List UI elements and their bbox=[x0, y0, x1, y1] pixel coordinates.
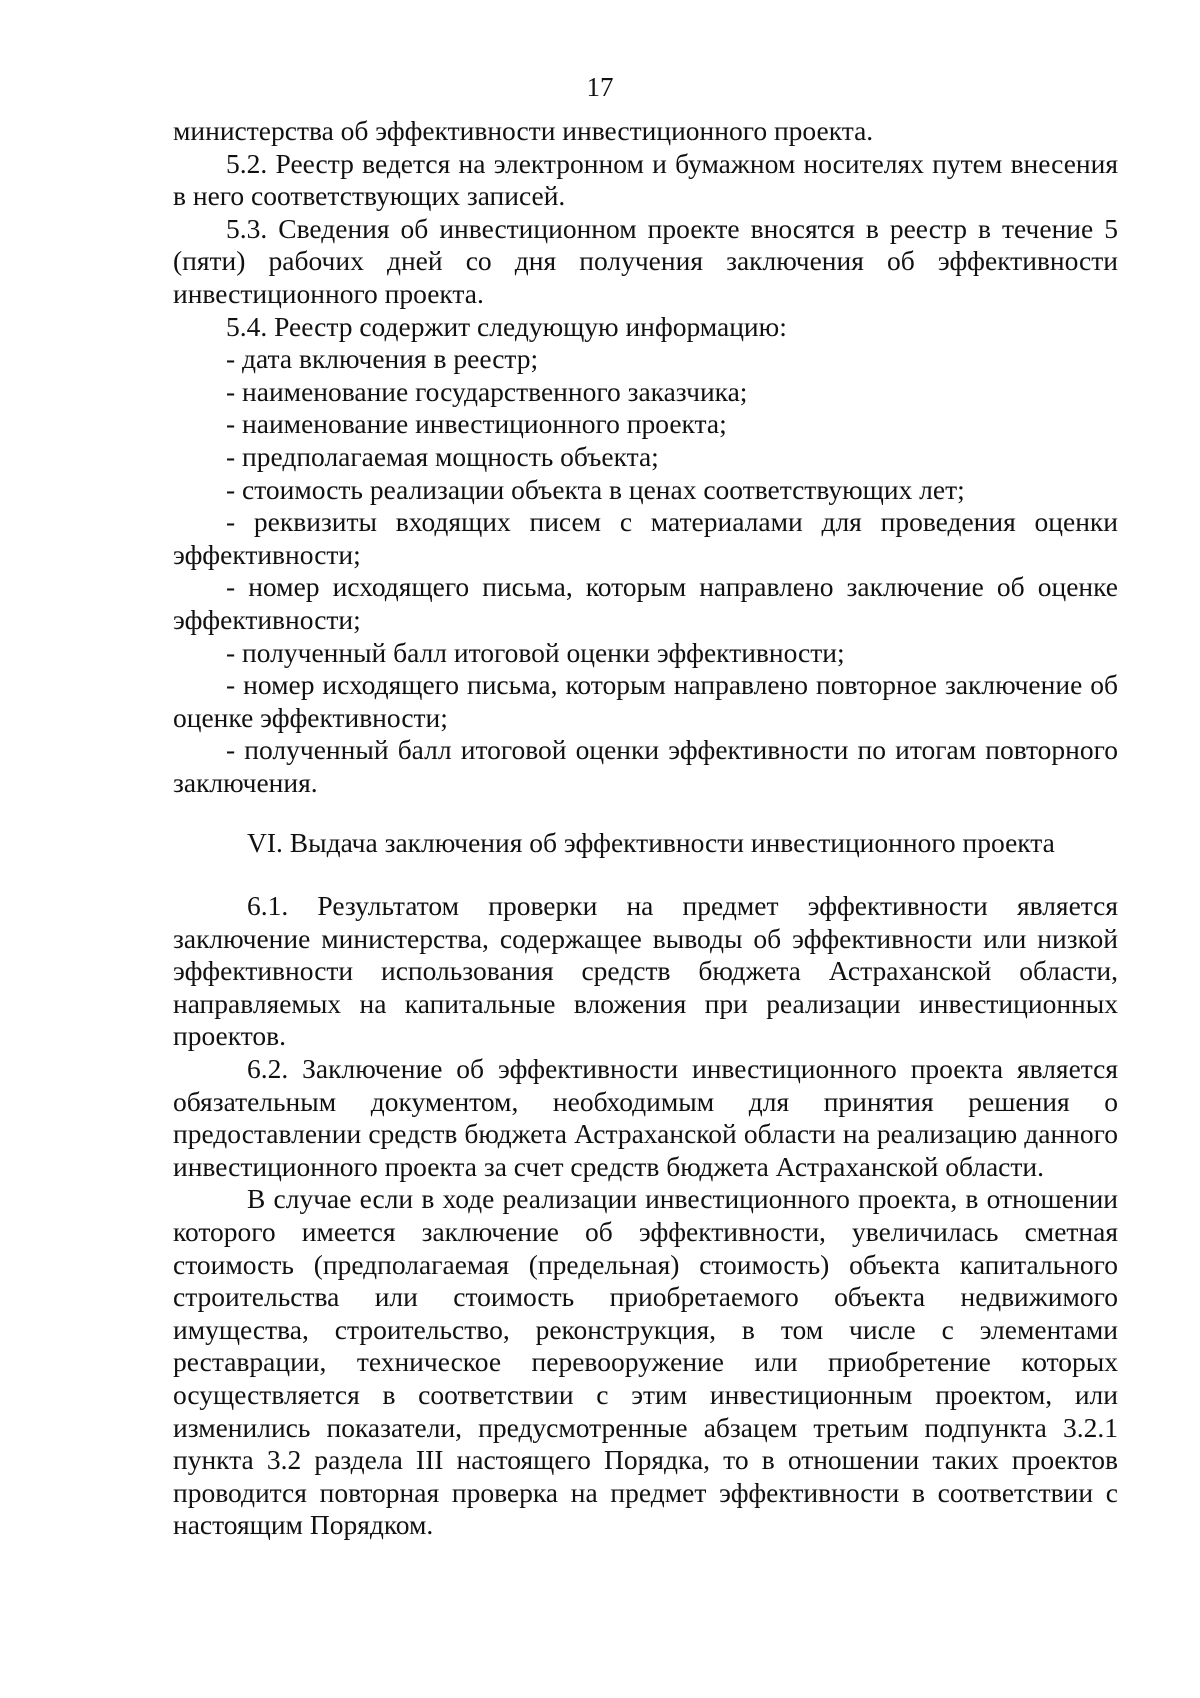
paragraph-6-1: 6.1. Результатом проверки на предмет эффективности является заключение министерства, содержащее выводы об эффективности или низкой эффективности использования средств бюджета Астраханской области, направляемых на капитальные вложения при реализации инвестиционных проектов. bbox=[173, 890, 1118, 1052]
list-item: - номер исходящего письма, которым направлено заключение об оценке эффективности; bbox=[173, 571, 1118, 635]
paragraph-5-2: 5.2. Реестр ведется на электронном и бумажном носителях путем внесения в него соответствующих записей. bbox=[173, 147, 1118, 212]
paragraph-5-4: 5.4. Реестр содержит следующую информацию: bbox=[226, 310, 787, 342]
paragraph-6-2: 6.2. Заключение об эффективности инвестиционного проекта является обязательным документом, необходимым для принятия решения о предоставлении средств бюджета Астраханской области на реализацию данного инвестиционного проекта за счет средств бюджета Астраханской области. bbox=[173, 1053, 1118, 1182]
list-item: - полученный балл итоговой оценки эффективности по итогам повторного заключения. bbox=[173, 734, 1118, 798]
paragraph: министерства об эффективности инвестиционного проекта. bbox=[173, 115, 874, 146]
list-item: - предполагаемая мощность объекта; bbox=[226, 440, 659, 472]
list-item: - стоимость реализации объекта в ценах соответствующих лет; bbox=[226, 473, 965, 505]
list-item: - номер исходящего письма, которым направлено повторное заключение об оценке эффективности; bbox=[173, 669, 1118, 733]
paragraph-case: В случае если в ходе реализации инвестиционного проекта, в отношении которого имеется заключение об эффективности, увеличилась сметная стоимость (предполагаемая (предельная) стоимость) объекта капитального строительства или стоимость приобретаемого объекта недвижимого имущества, строительство, реконструкция, в том числе с элементами реставрации, техническое перевооружение или приобретение которых осуществляется в соответствии с этим инвестиционным проектом, или изменились показатели, предусмотренные абзацем третьим подпункта 3.2.1 пункта 3.2 раздела III настоящего Порядка, то в отношении таких проектов проводится повторная проверка на предмет эффективности в соответствии с настоящим Порядком. bbox=[173, 1183, 1118, 1541]
page-number: 17 bbox=[586, 72, 614, 102]
list-item: - дата включения в реестр; bbox=[226, 343, 539, 375]
list-item: - полученный балл итоговой оценки эффективности; bbox=[226, 636, 845, 668]
paragraph-5-3: 5.3. Сведения об инвестиционном проекте вносятся в реестр в течение 5 (пяти) рабочих дней со дня получения заключения об эффективности инвестиционного проекта. bbox=[173, 212, 1118, 309]
list-item: - наименование государственного заказчика; bbox=[226, 375, 748, 407]
list-item: - наименование инвестиционного проекта; bbox=[226, 408, 727, 440]
section-heading: VI. Выдача заключения об эффективности инвестиционного проекта bbox=[247, 827, 1055, 859]
list-item: - реквизиты входящих писем с материалами для проведения оценки эффективности; bbox=[173, 506, 1118, 570]
document-body bbox=[173, 115, 1118, 1542]
